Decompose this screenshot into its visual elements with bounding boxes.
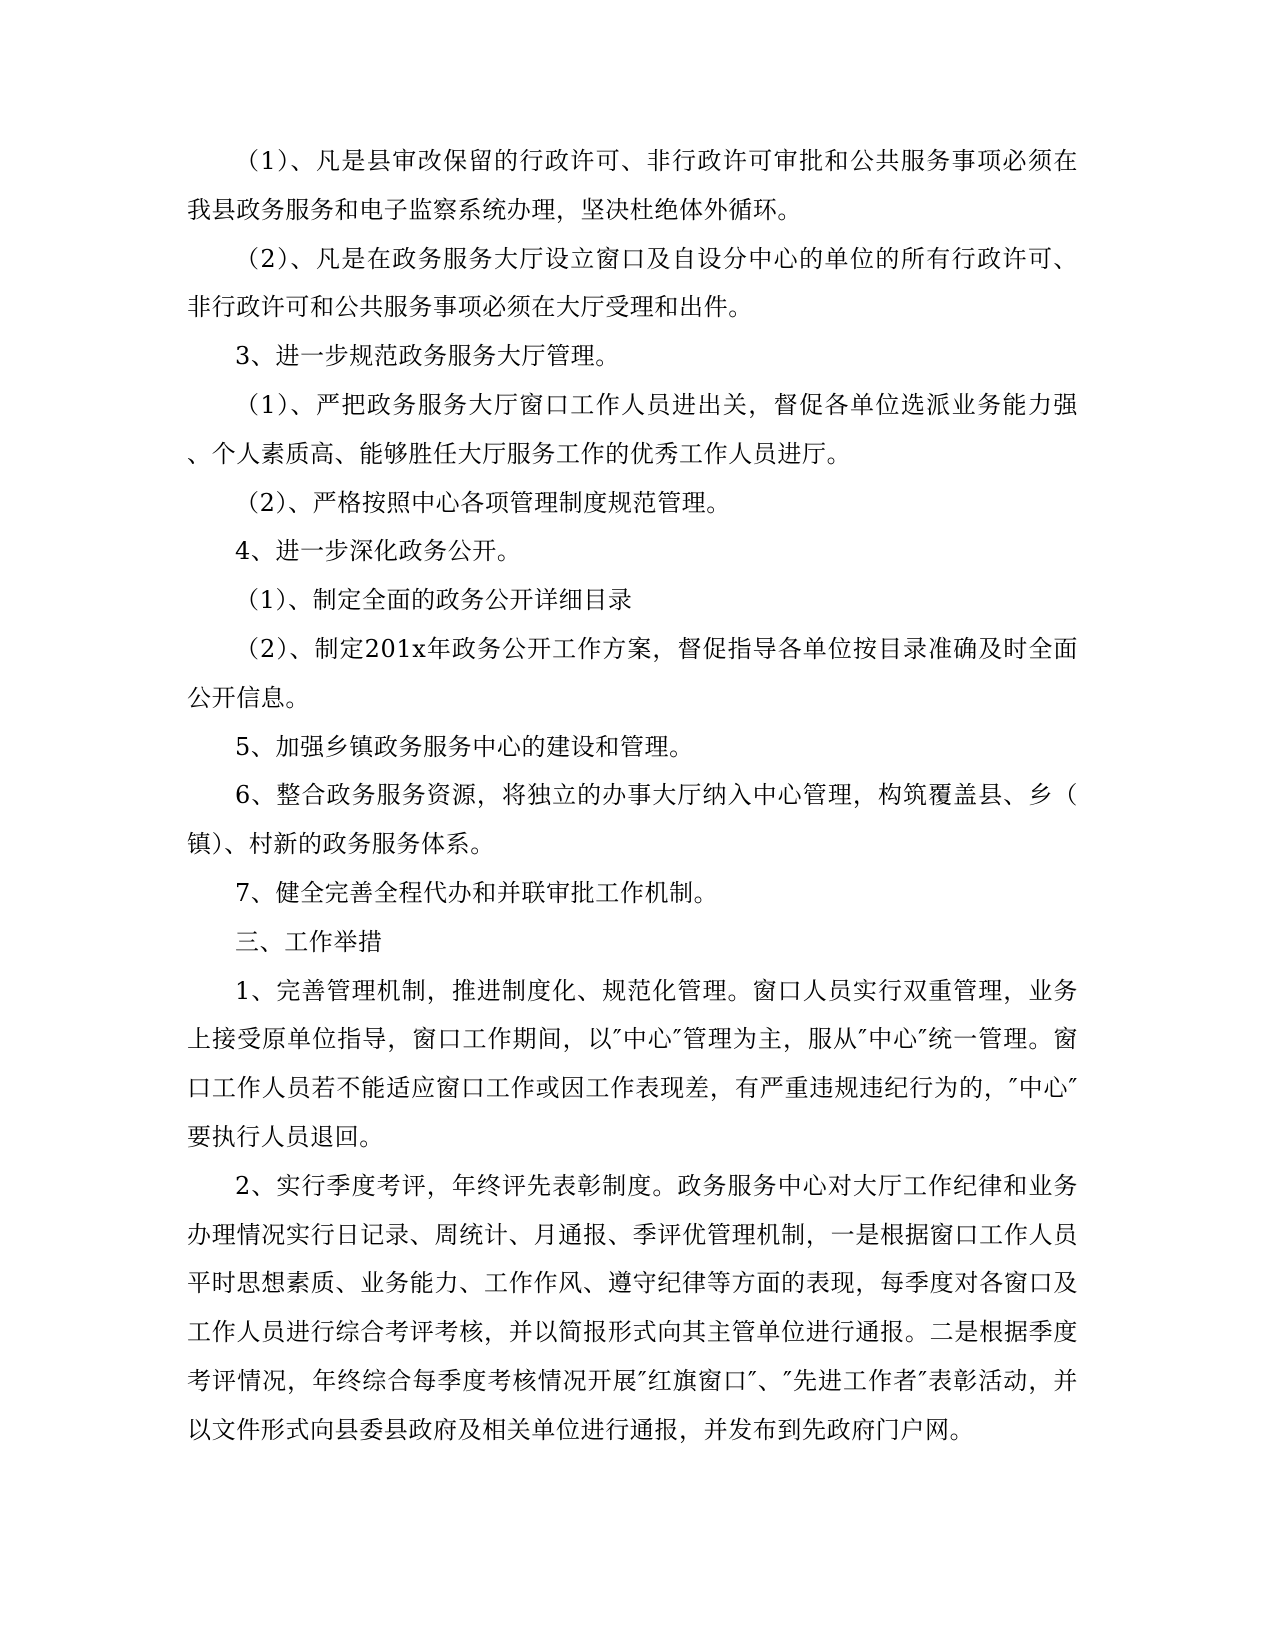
text-line: 要执行人员退回。 bbox=[187, 1122, 384, 1151]
text-line: 我县政务服务和电子监察系统办理，坚决杜绝体外循环。 bbox=[187, 195, 802, 224]
text-line: 以文件形式向县委县政府及相关单位进行通报，并发布到先政府门户网。 bbox=[187, 1415, 975, 1444]
text-line: 上接受原单位指导，窗口工作期间，以″中心″管理为主，服从″中心″统一管理。窗 bbox=[187, 1025, 1078, 1054]
text-line: （2）、凡是在政务服务大厅设立窗口及自设分中心的单位的所有行政许可、 bbox=[235, 244, 1078, 273]
text-line: （2）、严格按照中心各项管理制度规范管理。 bbox=[235, 488, 731, 517]
text-line: （1）、严把政务服务大厅窗口工作人员进出关，督促各单位选派业务能力强 bbox=[235, 390, 1078, 419]
document-body bbox=[187, 137, 1078, 1455]
text-line: 2、实行季度考评，年终评先表彰制度。政务服务中心对大厅工作纪律和业务 bbox=[235, 1171, 1078, 1200]
text-line: （2）、制定201x年政务公开工作方案，督促指导各单位按目录准确及时全面 bbox=[235, 634, 1078, 663]
text-line: 口工作人员若不能适应窗口工作或因工作表现差，有严重违规违纪行为的，″中心″ bbox=[187, 1074, 1078, 1103]
text-line: 非行政许可和公共服务事项必须在大厅受理和出件。 bbox=[187, 293, 753, 322]
text-line: 5、加强乡镇政务服务中心的建设和管理。 bbox=[235, 732, 694, 761]
text-line: 办理情况实行日记录、周统计、月通报、季评优管理机制，一是根据窗口工作人员 bbox=[187, 1220, 1078, 1249]
text-line: 1、完善管理机制，推进制度化、规范化管理。窗口人员实行双重管理，业务 bbox=[235, 976, 1078, 1005]
text-line: 4、进一步深化政务公开。 bbox=[235, 537, 522, 566]
text-line: 公开信息。 bbox=[187, 683, 310, 712]
text-line: 6、整合政务服务资源，将独立的办事大厅纳入中心管理，构筑覆盖县、乡（ bbox=[235, 781, 1078, 810]
text-line: 平时思想素质、业务能力、工作作风、遵守纪律等方面的表现，每季度对各窗口及 bbox=[187, 1269, 1078, 1298]
text-line: 工作人员进行综合考评考核，并以简报形式向其主管单位进行通报。二是根据季度 bbox=[187, 1318, 1078, 1347]
text-line: 三、工作举措 bbox=[235, 927, 383, 956]
text-line: 3、进一步规范政务服务大厅管理。 bbox=[235, 342, 620, 371]
text-line: 、个人素质高、能够胜任大厅服务工作的优秀工作人员进厅。 bbox=[187, 439, 852, 468]
text-line: 7、健全完善全程代办和并联审批工作机制。 bbox=[235, 878, 719, 907]
text-line: 镇）、村新的政务服务体系。 bbox=[187, 830, 495, 859]
text-line: （1）、制定全面的政务公开详细目录 bbox=[235, 586, 633, 615]
text-line: （1）、凡是县审改保留的行政许可、非行政许可审批和公共服务事项必须在 bbox=[235, 147, 1078, 175]
text-line: 考评情况，年终综合每季度考核情况开展″红旗窗口″、″先进工作者″表彰活动，并 bbox=[187, 1366, 1078, 1395]
